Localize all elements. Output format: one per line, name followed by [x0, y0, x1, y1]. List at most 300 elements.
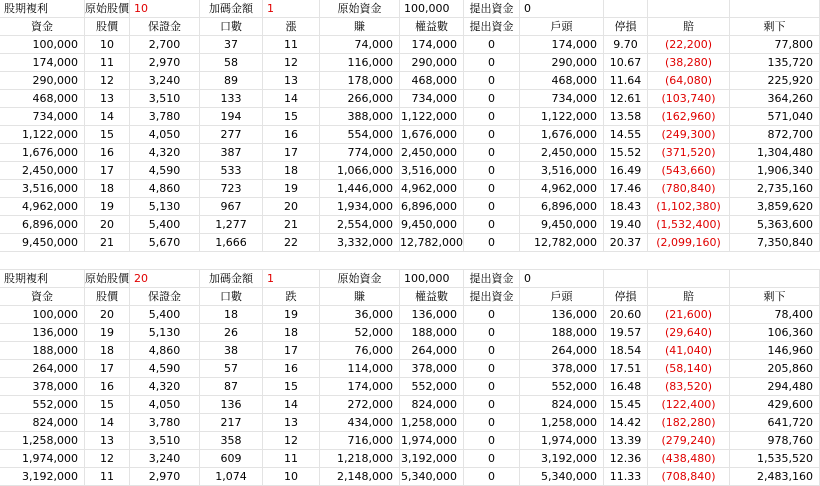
- cell-lots[interactable]: 1,666: [200, 234, 263, 251]
- cell-account[interactable]: 290,000: [520, 54, 604, 71]
- cell-stoploss[interactable]: 11.64: [604, 72, 648, 89]
- cell-loss[interactable]: (29,640): [648, 324, 730, 341]
- cell-lots[interactable]: 136: [200, 396, 263, 413]
- cell-price[interactable]: 10: [85, 36, 130, 53]
- cell-margin[interactable]: 4,320: [130, 378, 200, 395]
- cell-loss[interactable]: (279,240): [648, 432, 730, 449]
- cell-equity[interactable]: 100,000: [400, 0, 464, 17]
- cell-capital[interactable]: 824,000: [0, 414, 85, 431]
- cell-account[interactable]: 5,340,000: [520, 468, 604, 485]
- cell-account[interactable]: 264,000: [520, 342, 604, 359]
- cell-loss[interactable]: (708,840): [648, 468, 730, 485]
- cell-move[interactable]: 1: [263, 270, 320, 287]
- cell-account[interactable]: 1,974,000: [520, 432, 604, 449]
- cell-equity[interactable]: 3,192,000: [400, 450, 464, 467]
- cell-profit[interactable]: 388,000: [320, 108, 400, 125]
- cell-equity[interactable]: 100,000: [400, 270, 464, 287]
- cell-equity[interactable]: 734,000: [400, 90, 464, 107]
- cell-price[interactable]: 18: [85, 180, 130, 197]
- cell-lots[interactable]: 口數: [200, 18, 263, 35]
- cell-capital[interactable]: 2,450,000: [0, 162, 85, 179]
- cell-stoploss[interactable]: 15.52: [604, 144, 648, 161]
- cell-stoploss[interactable]: 18.54: [604, 342, 648, 359]
- cell-capital[interactable]: 資金: [0, 18, 85, 35]
- cell-capital[interactable]: 6,896,000: [0, 216, 85, 233]
- cell-loss[interactable]: 賠: [648, 18, 730, 35]
- cell-margin[interactable]: 3,510: [130, 90, 200, 107]
- cell-withdraw[interactable]: 0: [464, 126, 520, 143]
- cell-account[interactable]: 0: [520, 270, 604, 287]
- cell-stoploss[interactable]: 20.60: [604, 306, 648, 323]
- cell-stoploss[interactable]: 18.43: [604, 198, 648, 215]
- cell-remain[interactable]: 106,360: [730, 324, 820, 341]
- cell-equity[interactable]: 290,000: [400, 54, 464, 71]
- cell-profit[interactable]: 266,000: [320, 90, 400, 107]
- cell-remain[interactable]: [730, 270, 820, 287]
- cell-capital[interactable]: 1,258,000: [0, 432, 85, 449]
- cell-move[interactable]: 跌: [263, 288, 320, 305]
- cell-loss[interactable]: (780,840): [648, 180, 730, 197]
- cell-loss[interactable]: (83,520): [648, 378, 730, 395]
- cell-margin[interactable]: 2,970: [130, 54, 200, 71]
- cell-remain[interactable]: 78,400: [730, 306, 820, 323]
- cell-profit[interactable]: 174,000: [320, 378, 400, 395]
- cell-loss[interactable]: (182,280): [648, 414, 730, 431]
- cell-remain[interactable]: 剩下: [730, 288, 820, 305]
- cell-profit[interactable]: 116,000: [320, 54, 400, 71]
- cell-capital[interactable]: 264,000: [0, 360, 85, 377]
- cell-equity[interactable]: 174,000: [400, 36, 464, 53]
- cell-price[interactable]: 17: [85, 162, 130, 179]
- cell-price[interactable]: 16: [85, 378, 130, 395]
- cell-withdraw[interactable]: 0: [464, 72, 520, 89]
- cell-withdraw[interactable]: 0: [464, 54, 520, 71]
- cell-margin[interactable]: 5,400: [130, 306, 200, 323]
- cell-price[interactable]: 原始股價: [85, 2, 129, 15]
- cell-capital[interactable]: 188,000: [0, 342, 85, 359]
- cell-equity[interactable]: 2,450,000: [400, 144, 464, 161]
- cell-move[interactable]: 17: [263, 342, 320, 359]
- cell-lots[interactable]: 609: [200, 450, 263, 467]
- cell-lots[interactable]: 1,074: [200, 468, 263, 485]
- cell-margin[interactable]: 保證金: [130, 18, 200, 35]
- cell-loss[interactable]: (103,740): [648, 90, 730, 107]
- cell-remain[interactable]: 429,600: [730, 396, 820, 413]
- cell-lots[interactable]: 58: [200, 54, 263, 71]
- cell-equity[interactable]: 12,782,000: [400, 236, 463, 249]
- cell-loss[interactable]: (249,300): [648, 126, 730, 143]
- cell-profit[interactable]: 賺: [320, 288, 400, 305]
- cell-equity[interactable]: 權益數: [400, 288, 464, 305]
- cell-account[interactable]: 824,000: [520, 396, 604, 413]
- cell-price[interactable]: 15: [85, 396, 130, 413]
- cell-equity[interactable]: 824,000: [400, 396, 464, 413]
- cell-lots[interactable]: 26: [200, 324, 263, 341]
- cell-loss[interactable]: (438,480): [648, 450, 730, 467]
- cell-price[interactable]: 11: [85, 468, 130, 485]
- cell-capital[interactable]: 4,962,000: [0, 198, 85, 215]
- cell-profit[interactable]: 52,000: [320, 324, 400, 341]
- cell-account[interactable]: 6,896,000: [520, 198, 604, 215]
- cell-margin[interactable]: 4,860: [130, 180, 200, 197]
- cell-withdraw[interactable]: 0: [464, 396, 520, 413]
- cell-capital[interactable]: 股期複利: [0, 0, 85, 17]
- cell-remain[interactable]: [730, 0, 820, 17]
- cell-lots[interactable]: 133: [200, 90, 263, 107]
- cell-capital[interactable]: 9,450,000: [0, 234, 85, 251]
- cell-remain[interactable]: 641,720: [730, 414, 820, 431]
- cell-capital[interactable]: 3,192,000: [0, 468, 85, 485]
- cell-price[interactable]: 股價: [85, 288, 130, 305]
- cell-stoploss[interactable]: 9.70: [604, 36, 648, 53]
- cell-equity[interactable]: 136,000: [400, 306, 464, 323]
- cell-profit[interactable]: 原始資金: [320, 0, 400, 17]
- cell-account[interactable]: 1,258,000: [520, 414, 604, 431]
- cell-margin[interactable]: 3,780: [130, 108, 200, 125]
- cell-lots[interactable]: 口數: [200, 288, 263, 305]
- cell-withdraw[interactable]: 0: [464, 414, 520, 431]
- cell-margin[interactable]: 4,860: [130, 342, 200, 359]
- cell-price[interactable]: 14: [85, 108, 130, 125]
- cell-account[interactable]: 1,122,000: [520, 108, 604, 125]
- cell-price[interactable]: 15: [85, 126, 130, 143]
- cell-move[interactable]: 18: [263, 162, 320, 179]
- cell-stoploss[interactable]: 14.55: [604, 126, 648, 143]
- cell-lots[interactable]: 358: [200, 432, 263, 449]
- cell-lots[interactable]: 89: [200, 72, 263, 89]
- cell-margin[interactable]: 3,780: [130, 414, 200, 431]
- cell-account[interactable]: 0: [520, 0, 604, 17]
- cell-margin[interactable]: 5,130: [130, 198, 200, 215]
- cell-withdraw[interactable]: 0: [464, 450, 520, 467]
- cell-price[interactable]: 股價: [85, 18, 130, 35]
- cell-remain[interactable]: 剩下: [730, 18, 820, 35]
- cell-capital[interactable]: 136,000: [0, 324, 85, 341]
- cell-withdraw[interactable]: 0: [464, 36, 520, 53]
- cell-profit[interactable]: 774,000: [320, 144, 400, 161]
- cell-equity[interactable]: 3,516,000: [400, 162, 464, 179]
- cell-price[interactable]: 14: [85, 414, 130, 431]
- cell-account[interactable]: 188,000: [520, 324, 604, 341]
- cell-price[interactable]: 12: [85, 72, 130, 89]
- cell-lots[interactable]: 277: [200, 126, 263, 143]
- cell-lots[interactable]: 加碼金額: [200, 270, 263, 287]
- cell-profit[interactable]: 272,000: [320, 396, 400, 413]
- cell-equity[interactable]: 378,000: [400, 360, 464, 377]
- cell-margin[interactable]: 5,670: [130, 234, 200, 251]
- cell-remain[interactable]: 571,040: [730, 108, 820, 125]
- cell-withdraw[interactable]: 0: [464, 162, 520, 179]
- cell-loss[interactable]: (1,102,380): [648, 198, 730, 215]
- cell-price[interactable]: 13: [85, 432, 130, 449]
- cell-profit[interactable]: 1,934,000: [320, 198, 400, 215]
- cell-withdraw[interactable]: 0: [464, 180, 520, 197]
- cell-lots[interactable]: 723: [200, 180, 263, 197]
- cell-lots[interactable]: 217: [200, 414, 263, 431]
- cell-account[interactable]: 174,000: [520, 36, 604, 53]
- cell-loss[interactable]: (543,660): [648, 162, 730, 179]
- cell-remain[interactable]: 1,906,340: [730, 162, 820, 179]
- cell-profit[interactable]: 賺: [320, 18, 400, 35]
- cell-profit[interactable]: 554,000: [320, 126, 400, 143]
- cell-remain[interactable]: 2,483,160: [730, 468, 820, 485]
- cell-account[interactable]: 戶頭: [520, 288, 604, 305]
- cell-profit[interactable]: 74,000: [320, 36, 400, 53]
- cell-loss[interactable]: [648, 270, 730, 287]
- cell-price[interactable]: 16: [85, 144, 130, 161]
- cell-price[interactable]: 11: [85, 54, 130, 71]
- cell-move[interactable]: 10: [263, 468, 320, 485]
- cell-stoploss[interactable]: 14.42: [604, 414, 648, 431]
- cell-equity[interactable]: 權益數: [400, 18, 464, 35]
- cell-withdraw[interactable]: 0: [464, 108, 520, 125]
- cell-price[interactable]: 20: [85, 306, 130, 323]
- cell-account[interactable]: 9,450,000: [520, 216, 604, 233]
- cell-remain[interactable]: 294,480: [730, 378, 820, 395]
- cell-remain[interactable]: 146,960: [730, 342, 820, 359]
- cell-stoploss[interactable]: 17.51: [604, 360, 648, 377]
- cell-remain[interactable]: 225,920: [730, 72, 820, 89]
- cell-loss[interactable]: (21,600): [648, 306, 730, 323]
- cell-margin[interactable]: 4,050: [130, 396, 200, 413]
- cell-loss[interactable]: (2,099,160): [648, 234, 730, 251]
- cell-margin[interactable]: 4,320: [130, 144, 200, 161]
- cell-loss[interactable]: (58,140): [648, 360, 730, 377]
- cell-withdraw[interactable]: 提出資金: [464, 18, 520, 35]
- cell-loss[interactable]: (122,400): [648, 396, 730, 413]
- cell-profit[interactable]: 434,000: [320, 414, 400, 431]
- cell-loss[interactable]: (371,520): [648, 144, 730, 161]
- cell-stoploss[interactable]: 16.48: [604, 378, 648, 395]
- cell-profit[interactable]: 114,000: [320, 360, 400, 377]
- cell-move[interactable]: 12: [263, 432, 320, 449]
- cell-stoploss[interactable]: 17.46: [604, 180, 648, 197]
- cell-move[interactable]: 15: [263, 108, 320, 125]
- cell-margin[interactable]: 5,400: [130, 216, 200, 233]
- cell-profit[interactable]: 1,066,000: [320, 162, 400, 179]
- cell-profit[interactable]: 2,148,000: [320, 468, 400, 485]
- cell-lots[interactable]: 194: [200, 108, 263, 125]
- cell-move[interactable]: 漲: [263, 18, 320, 35]
- cell-profit[interactable]: 1,446,000: [320, 180, 400, 197]
- cell-withdraw[interactable]: 提出資金: [464, 270, 520, 287]
- cell-price[interactable]: 12: [85, 450, 130, 467]
- cell-capital[interactable]: 378,000: [0, 378, 85, 395]
- cell-move[interactable]: 14: [263, 90, 320, 107]
- cell-loss[interactable]: [648, 0, 730, 17]
- cell-withdraw[interactable]: 0: [464, 198, 520, 215]
- cell-withdraw[interactable]: 0: [464, 324, 520, 341]
- cell-lots[interactable]: 967: [200, 198, 263, 215]
- cell-margin[interactable]: 3,240: [130, 72, 200, 89]
- cell-equity[interactable]: 1,974,000: [400, 432, 464, 449]
- cell-profit[interactable]: 1,218,000: [320, 450, 400, 467]
- cell-equity[interactable]: 4,962,000: [400, 180, 464, 197]
- cell-remain[interactable]: 205,860: [730, 360, 820, 377]
- cell-margin[interactable]: 4,050: [130, 126, 200, 143]
- cell-capital[interactable]: 股期複利: [0, 270, 85, 287]
- cell-profit[interactable]: 2,554,000: [320, 216, 400, 233]
- cell-margin[interactable]: 5,130: [130, 324, 200, 341]
- cell-remain[interactable]: 2,735,160: [730, 180, 820, 197]
- cell-remain[interactable]: 872,700: [730, 126, 820, 143]
- cell-stoploss[interactable]: 13.39: [604, 432, 648, 449]
- cell-loss[interactable]: (64,080): [648, 72, 730, 89]
- cell-equity[interactable]: 1,676,000: [400, 126, 464, 143]
- cell-move[interactable]: 13: [263, 72, 320, 89]
- cell-price[interactable]: 19: [85, 324, 130, 341]
- cell-withdraw[interactable]: 提出資金: [464, 288, 520, 305]
- cell-profit[interactable]: 36,000: [320, 306, 400, 323]
- cell-capital[interactable]: 552,000: [0, 396, 85, 413]
- cell-stoploss[interactable]: [604, 270, 648, 287]
- cell-loss[interactable]: (38,280): [648, 54, 730, 71]
- cell-remain[interactable]: 364,260: [730, 90, 820, 107]
- cell-equity[interactable]: 6,896,000: [400, 198, 464, 215]
- cell-equity[interactable]: 188,000: [400, 324, 464, 341]
- cell-capital[interactable]: 290,000: [0, 72, 85, 89]
- cell-capital[interactable]: 資金: [0, 288, 85, 305]
- cell-lots[interactable]: 18: [200, 306, 263, 323]
- cell-equity[interactable]: 1,122,000: [400, 108, 464, 125]
- cell-lots[interactable]: 38: [200, 342, 263, 359]
- cell-withdraw[interactable]: 0: [464, 468, 520, 485]
- cell-remain[interactable]: 77,800: [730, 36, 820, 53]
- cell-lots[interactable]: 57: [200, 360, 263, 377]
- cell-lots[interactable]: 387: [200, 144, 263, 161]
- cell-price[interactable]: 原始股價: [85, 272, 129, 285]
- cell-move[interactable]: 14: [263, 396, 320, 413]
- cell-stoploss[interactable]: 19.40: [604, 216, 648, 233]
- cell-capital[interactable]: 3,516,000: [0, 180, 85, 197]
- cell-capital[interactable]: 734,000: [0, 108, 85, 125]
- cell-withdraw[interactable]: 0: [464, 306, 520, 323]
- cell-equity[interactable]: 264,000: [400, 342, 464, 359]
- cell-margin[interactable]: 3,240: [130, 450, 200, 467]
- cell-capital[interactable]: 1,676,000: [0, 144, 85, 161]
- cell-remain[interactable]: 5,363,600: [730, 216, 820, 233]
- cell-loss[interactable]: (22,200): [648, 36, 730, 53]
- cell-move[interactable]: 20: [263, 198, 320, 215]
- cell-profit[interactable]: 3,332,000: [320, 234, 400, 251]
- cell-stoploss[interactable]: 20.37: [604, 234, 648, 251]
- cell-withdraw[interactable]: 0: [464, 90, 520, 107]
- cell-move[interactable]: 1: [263, 0, 320, 17]
- cell-profit[interactable]: 76,000: [320, 342, 400, 359]
- cell-account[interactable]: 136,000: [520, 306, 604, 323]
- cell-account[interactable]: 734,000: [520, 90, 604, 107]
- cell-account[interactable]: 378,000: [520, 360, 604, 377]
- cell-lots[interactable]: 加碼金額: [200, 0, 263, 17]
- cell-account[interactable]: 468,000: [520, 72, 604, 89]
- cell-remain[interactable]: 1,304,480: [730, 144, 820, 161]
- cell-remain[interactable]: 978,760: [730, 432, 820, 449]
- cell-move[interactable]: 16: [263, 360, 320, 377]
- cell-withdraw[interactable]: 0: [464, 144, 520, 161]
- cell-profit[interactable]: 716,000: [320, 432, 400, 449]
- cell-stoploss[interactable]: 停損: [604, 288, 648, 305]
- cell-margin[interactable]: 保證金: [130, 288, 200, 305]
- cell-capital[interactable]: 1,974,000: [0, 450, 85, 467]
- cell-remain[interactable]: 135,720: [730, 54, 820, 71]
- cell-stoploss[interactable]: 13.58: [604, 108, 648, 125]
- cell-withdraw[interactable]: 0: [464, 234, 520, 251]
- cell-move[interactable]: 19: [263, 180, 320, 197]
- cell-margin[interactable]: 4,590: [130, 360, 200, 377]
- cell-lots[interactable]: 37: [200, 36, 263, 53]
- cell-move[interactable]: 21: [263, 216, 320, 233]
- cell-move[interactable]: 19: [263, 306, 320, 323]
- cell-account[interactable]: 戶頭: [520, 18, 604, 35]
- cell-price[interactable]: 18: [85, 342, 130, 359]
- cell-account[interactable]: 2,450,000: [520, 144, 604, 161]
- cell-loss[interactable]: 賠: [648, 288, 730, 305]
- cell-capital[interactable]: 100,000: [0, 306, 85, 323]
- cell-price[interactable]: 13: [85, 90, 130, 107]
- cell-stoploss[interactable]: 19.57: [604, 324, 648, 341]
- cell-margin[interactable]: 2,700: [130, 36, 200, 53]
- cell-margin[interactable]: 10: [130, 0, 200, 17]
- cell-capital[interactable]: 100,000: [0, 36, 85, 53]
- cell-stoploss[interactable]: 10.67: [604, 54, 648, 71]
- cell-move[interactable]: 15: [263, 378, 320, 395]
- cell-equity[interactable]: 1,258,000: [400, 414, 464, 431]
- cell-price[interactable]: 17: [85, 360, 130, 377]
- cell-withdraw[interactable]: 0: [464, 360, 520, 377]
- cell-withdraw[interactable]: 0: [464, 342, 520, 359]
- cell-margin[interactable]: 20: [130, 270, 200, 287]
- cell-move[interactable]: 13: [263, 414, 320, 431]
- cell-stoploss[interactable]: 12.61: [604, 90, 648, 107]
- cell-account[interactable]: 1,676,000: [520, 126, 604, 143]
- cell-lots[interactable]: 87: [200, 378, 263, 395]
- cell-lots[interactable]: 1,277: [200, 216, 263, 233]
- cell-stoploss[interactable]: 11.33: [604, 468, 648, 485]
- cell-margin[interactable]: 4,590: [130, 162, 200, 179]
- cell-stoploss[interactable]: 16.49: [604, 162, 648, 179]
- cell-stoploss[interactable]: [604, 0, 648, 17]
- cell-price[interactable]: 21: [85, 234, 130, 251]
- cell-profit[interactable]: 178,000: [320, 72, 400, 89]
- cell-loss[interactable]: (41,040): [648, 342, 730, 359]
- cell-withdraw[interactable]: 提出資金: [464, 0, 520, 17]
- cell-account[interactable]: 3,516,000: [520, 162, 604, 179]
- cell-move[interactable]: 18: [263, 324, 320, 341]
- cell-account[interactable]: 552,000: [520, 378, 604, 395]
- cell-move[interactable]: 17: [263, 144, 320, 161]
- cell-capital[interactable]: 174,000: [0, 54, 85, 71]
- cell-loss[interactable]: (1,532,400): [648, 216, 730, 233]
- cell-capital[interactable]: 1,122,000: [0, 126, 85, 143]
- cell-withdraw[interactable]: 0: [464, 432, 520, 449]
- cell-withdraw[interactable]: 0: [464, 216, 520, 233]
- cell-equity[interactable]: 9,450,000: [400, 216, 464, 233]
- cell-lots[interactable]: 533: [200, 162, 263, 179]
- cell-equity[interactable]: 552,000: [400, 378, 464, 395]
- cell-remain[interactable]: 3,859,620: [730, 198, 820, 215]
- cell-move[interactable]: 22: [263, 234, 320, 251]
- cell-remain[interactable]: 7,350,840: [730, 234, 820, 251]
- cell-withdraw[interactable]: 0: [464, 378, 520, 395]
- cell-price[interactable]: 19: [85, 198, 130, 215]
- cell-stoploss[interactable]: 12.36: [604, 450, 648, 467]
- cell-price[interactable]: 20: [85, 216, 130, 233]
- cell-margin[interactable]: 2,970: [130, 468, 200, 485]
- cell-account[interactable]: 12,782,000: [520, 234, 604, 251]
- cell-remain[interactable]: 1,535,520: [730, 450, 820, 467]
- cell-account[interactable]: 3,192,000: [520, 450, 604, 467]
- cell-stoploss[interactable]: 停損: [604, 18, 648, 35]
